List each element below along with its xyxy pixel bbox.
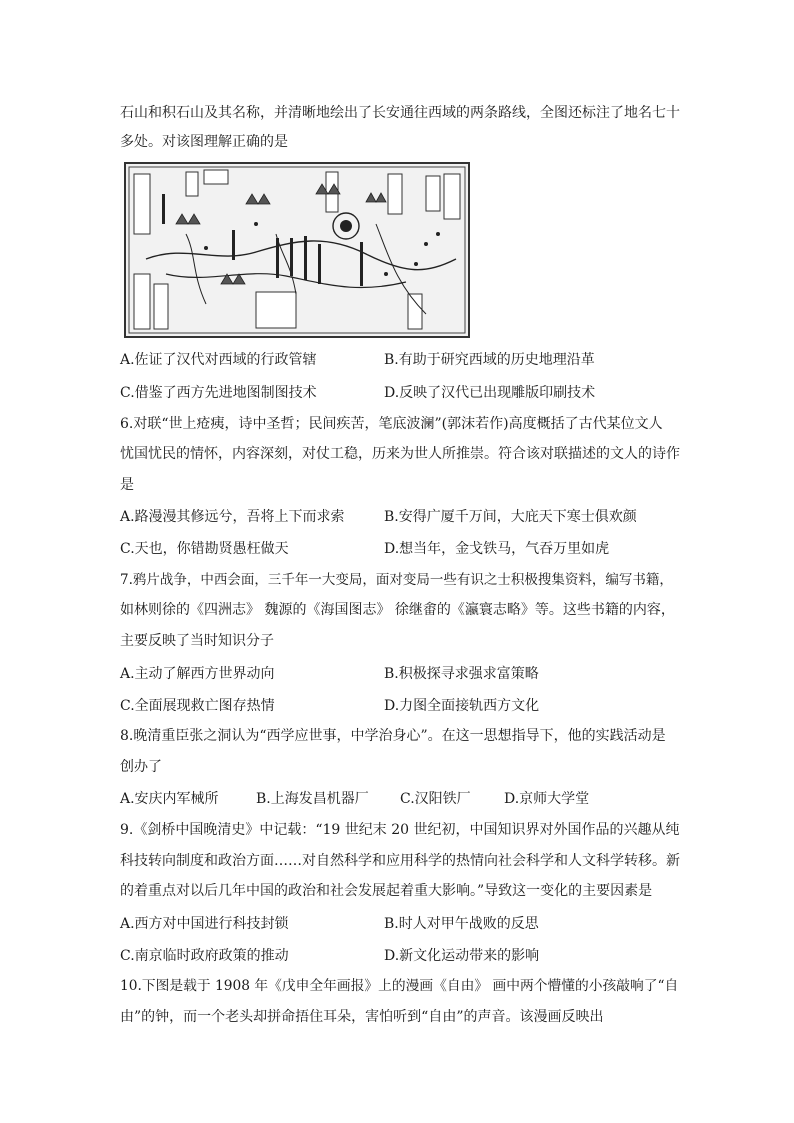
q6-stem-line-1: 6.对联“世上疮痍，诗中圣哲；民间疾苦，笔底波澜”(郭沫若作)高度概括了古代某位文人 (120, 416, 663, 432)
q6-option-c[interactable]: C.天也，你错勘贤愚枉做天 (120, 541, 289, 557)
q6-options-row-1 (120, 507, 680, 527)
q10-stem-line-1: 10.下图是载于 1908 年《戊申全年画报》上的漫画《自由》 画中两个懵懂的小孩敲响了“自 (120, 978, 679, 994)
q9-option-d[interactable]: D.新文化运动带来的影响 (384, 948, 540, 964)
q9-options-row-1 (120, 914, 680, 934)
q8-option-a[interactable]: A.安庆内军械所 (120, 791, 219, 807)
q7-option-a[interactable]: A.主动了解西方世界动向 (120, 666, 275, 682)
q8-option-b[interactable]: B.上海发昌机器厂 (256, 791, 369, 807)
q7-option-b[interactable]: B.积极探寻求强求富策略 (384, 666, 539, 682)
q7-options-row-1 (120, 664, 680, 684)
q5-options-row-2 (120, 383, 680, 403)
q6-stem-line-3: 是 (120, 477, 134, 493)
q7-options-row-2 (120, 696, 680, 716)
q9-stem-line-1: 9.《剑桥中国晚清史》中记载：“19 世纪末 20 世纪初，中国知识界对外国作品的兴趣从纯 (120, 822, 680, 838)
q6-option-b[interactable]: B.安得广厦千万间，大庇天下寒士俱欢颜 (384, 509, 637, 525)
q5-option-d[interactable]: D.反映了汉代已出现雕版印刷技术 (384, 385, 596, 401)
q5-options-row-1 (120, 350, 680, 370)
q7-stem-line-1: 7.鸦片战争，中西会面，三千年一大变局，面对变局一些有识之士积极搜集资料，编写书籍， (120, 572, 673, 588)
q9-stem-line-3: 的着重点对以后几年中国的政治和社会发展起着重大影响。”导致这一变化的主要因素是 (120, 883, 653, 899)
q9-option-b[interactable]: B.时人对甲午战败的反思 (384, 916, 539, 932)
q9-options-row-2 (120, 946, 680, 966)
q8-options-row (120, 789, 680, 809)
q6-stem-line-2: 忧国忧民的情怀，内容深刻，对仗工稳，历来为世人所推崇。符合该对联描述的文人的诗作 (120, 446, 680, 462)
q7-stem-line-2: 如林则徐的《四洲志》 魏源的《海国图志》 徐继畬的《瀛寰志略》等。这些书籍的内容， (120, 602, 675, 618)
q7-option-c[interactable]: C.全面展现救亡图存热情 (120, 698, 275, 714)
q9-stem-line-2: 科技转向制度和政治方面……对自然科学和应用科学的热情向社会科学和人文科学转移。新 (120, 853, 680, 869)
q10-stem-line-2: 由”的钟，而一个老头却拼命捂住耳朵，害怕听到“自由”的声音。该漫画反映出 (120, 1009, 604, 1025)
q6-option-a[interactable]: A.路漫漫其修远兮，吾将上下而求索 (120, 509, 345, 525)
q5-option-b[interactable]: B.有助于研究西域的历史地理沿革 (384, 352, 595, 368)
q5-option-c[interactable]: C.借鉴了西方先进地图制图技术 (120, 385, 317, 401)
q5-stem-line-2: 多处。对该图理解正确的是 (120, 134, 288, 150)
q6-option-d[interactable]: D.想当年，金戈铁马，气吞万里如虎 (384, 541, 610, 557)
q8-stem-line-1: 8.晚清重臣张之洞认为“西学应世事，中学治身心”。在这一思想指导下，他的实践活动是 (120, 728, 666, 744)
q5-option-a[interactable]: A.佐证了汉代对西域的行政管辖 (120, 352, 317, 368)
q6-options-row-2 (120, 539, 680, 559)
q8-stem-line-2: 创办了 (120, 759, 162, 775)
q8-option-d[interactable]: D.京师大学堂 (504, 791, 590, 807)
q7-option-d[interactable]: D.力图全面接轨西方文化 (384, 698, 540, 714)
historical-map-figure (124, 162, 470, 338)
map-illustration (126, 164, 468, 336)
q5-stem-line-1: 石山和积石山及其名称，并清晰地绘出了长安通往西域的两条路线，全图还标注了地名七十 (120, 105, 680, 121)
q9-option-c[interactable]: C.南京临时政府政策的推动 (120, 948, 289, 964)
q7-stem-line-3: 主要反映了当时知识分子 (120, 633, 274, 649)
q9-option-a[interactable]: A.西方对中国进行科技封锁 (120, 916, 289, 932)
q8-option-c[interactable]: C.汉阳铁厂 (400, 791, 471, 807)
